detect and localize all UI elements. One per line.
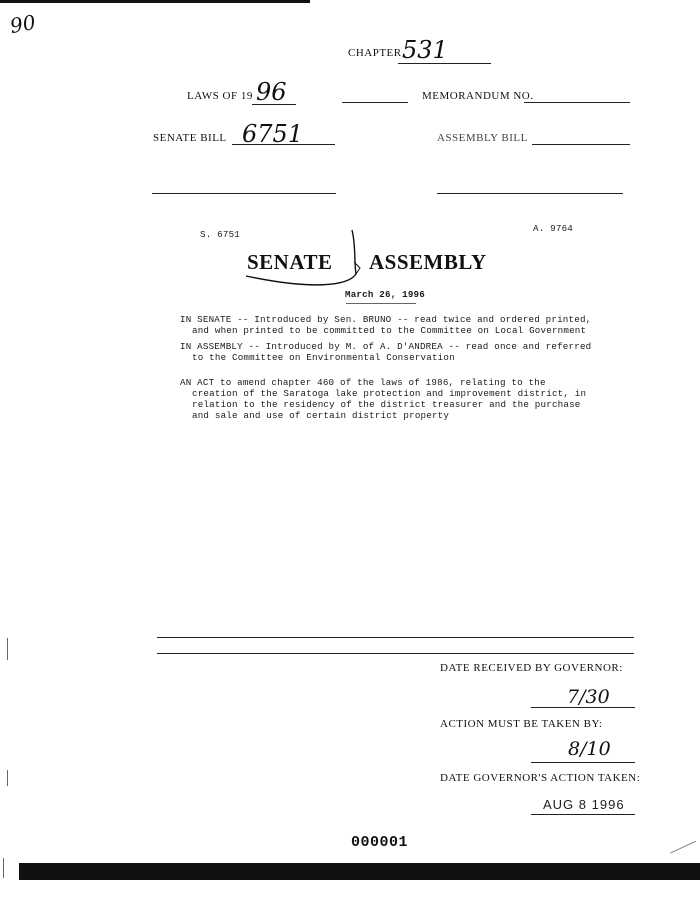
a-number: A. 9764 <box>533 223 573 234</box>
senate-heading: SENATE <box>247 250 333 274</box>
chapter-value: 531 <box>402 36 448 64</box>
blank-line-3 <box>437 193 623 194</box>
bottom-left-mark <box>3 858 4 878</box>
senate-bill-line <box>232 144 335 145</box>
divider-brace <box>232 226 372 298</box>
top-rule <box>0 0 310 3</box>
memo-line <box>524 102 630 103</box>
senate-bill-value: 6751 <box>242 120 304 148</box>
page-number: 000001 <box>351 834 409 851</box>
action-line <box>531 762 635 763</box>
assembly-heading: ASSEMBLY <box>369 250 487 274</box>
laws-value: 96 <box>256 78 287 106</box>
date-underline <box>346 303 416 304</box>
in-senate-text <box>180 314 591 336</box>
blank-line-2 <box>152 193 336 194</box>
date-received-label: DATE RECEIVED BY GOVERNOR: <box>440 662 623 674</box>
margin-mark-2 <box>7 770 8 786</box>
long-line-1 <box>157 637 634 638</box>
in-assembly-line-1: IN ASSEMBLY -- Introduced by M. of A. D'ANDREA -- read once and referred <box>180 341 592 352</box>
bill-date: March 26, 1996 <box>345 289 425 300</box>
act-line-2: creation of the Saratoga lake protection and improvement district, in <box>192 388 587 399</box>
laws-label: LAWS OF 19 <box>187 90 253 102</box>
in-senate-line-1: IN SENATE -- Introduced by Sen. BRUNO -- read twice and ordered printed, <box>180 314 592 325</box>
s-number: S. 6751 <box>200 229 240 240</box>
act-line-3: relation to the residency of the district treasurer and the purchase <box>192 399 581 410</box>
margin-mark-1 <box>7 638 8 660</box>
chapter-line <box>398 63 491 64</box>
bottom-band <box>19 863 700 880</box>
assembly-bill-label: ASSEMBLY BILL <box>437 132 528 144</box>
action-taken-label: DATE GOVERNOR'S ACTION TAKEN: <box>440 772 641 784</box>
date-received-value: 7/30 <box>567 686 610 708</box>
in-senate-line-2: and when printed to be committed to the Committee on Local Government <box>192 325 587 336</box>
in-assembly-text <box>180 341 591 363</box>
long-line-2 <box>157 653 634 654</box>
corner-mark: 90 <box>8 9 38 39</box>
blank-line-1 <box>342 102 408 103</box>
act-line-1: AN ACT to amend chapter 460 of the laws of 1986, relating to the <box>180 377 546 388</box>
chapter-label: CHAPTER <box>348 47 402 59</box>
date-received-line <box>531 707 635 708</box>
action-taken-line <box>531 814 635 815</box>
act-text <box>180 377 586 421</box>
action-label: ACTION MUST BE TAKEN BY: <box>440 718 603 730</box>
laws-line <box>252 104 296 105</box>
senate-bill-label: SENATE BILL <box>153 132 227 144</box>
assembly-bill-line <box>532 144 630 145</box>
action-taken-stamp: AUG 8 1996 <box>543 797 625 812</box>
action-value: 8/10 <box>568 738 611 760</box>
memo-label: MEMORANDUM NO. <box>422 90 534 102</box>
in-assembly-line-2: to the Committee on Environmental Conservation <box>192 352 455 363</box>
act-line-4: and sale and use of certain district property <box>192 410 450 421</box>
